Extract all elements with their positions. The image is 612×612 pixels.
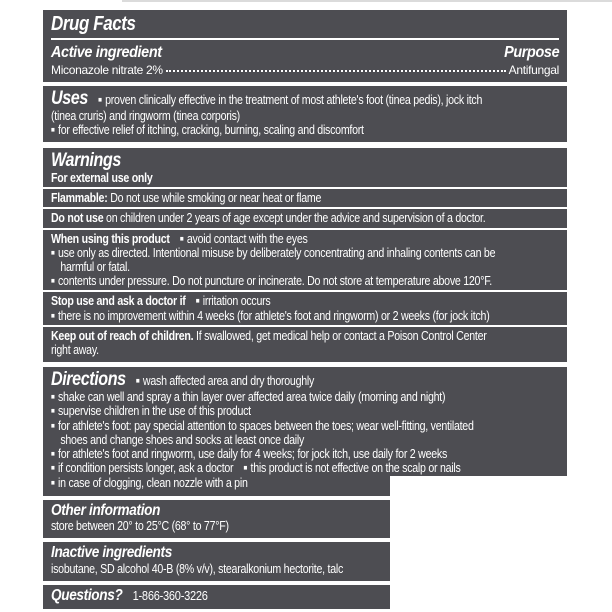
text-segment: When using this product <box>51 231 170 246</box>
section-uses <box>43 86 567 142</box>
bullet-icon: ■ <box>243 463 248 473</box>
text-line <box>51 433 483 447</box>
text-line <box>51 274 492 289</box>
divider <box>43 207 567 209</box>
dot-leader <box>166 70 506 72</box>
text-line <box>51 519 332 533</box>
section-inactive-ingredients <box>43 542 390 581</box>
directions-tail <box>43 476 390 495</box>
text-line <box>51 369 483 390</box>
text-segment: for effective relief of itching, cracking, burning, scaling and discomfort <box>57 122 364 137</box>
section-other-information <box>43 500 390 539</box>
text-segment: Do not use <box>51 211 104 226</box>
text-line <box>51 544 332 562</box>
text-line <box>51 171 483 185</box>
section-heading: Directions <box>51 369 126 391</box>
section-heading: Other information <box>51 501 161 519</box>
bullet-icon: ■ <box>195 296 200 306</box>
text-line <box>51 232 483 246</box>
text-segment: if condition persists longer, ask a doctor <box>57 461 234 476</box>
text-segment: irritation occurs <box>202 294 271 309</box>
text-segment: proven clinically effective in the treatment of most athlete's foot (tinea pedis), jock itch <box>105 92 483 107</box>
section-heading: Inactive ingredients <box>51 544 172 562</box>
text-segment: 1-866-360-3226 <box>132 587 208 603</box>
text-segment: shoes and change shoes and socks at least once daily <box>60 432 305 447</box>
text-segment: Flammable: <box>51 191 108 206</box>
text-segment: shake can well and spray a thin layer over affected area twice daily (morning and night) <box>57 390 446 405</box>
section-questions <box>43 585 390 610</box>
text-segment: supervise children in the use of this product <box>57 404 251 419</box>
title-divider <box>51 38 559 40</box>
bullet-icon: ■ <box>51 448 55 458</box>
text-line <box>51 404 483 418</box>
text-line <box>51 419 483 433</box>
active-ingredient-row <box>51 63 559 77</box>
text-segment: use only as directed. Intentional misuse by deliberately concentrating and inhaling contents can be <box>57 245 496 260</box>
section-header <box>43 10 567 82</box>
divider <box>43 187 567 189</box>
active-ingredient-heading: Active ingredient <box>51 44 162 61</box>
active-ingredient-heading-row <box>51 44 559 62</box>
text-line <box>51 88 483 109</box>
bullet-icon: ■ <box>51 310 55 320</box>
text-segment: for athlete's foot and ringworm, use daily for 4 weeks; for jock itch, use daily for 2 weeks <box>57 446 448 461</box>
bullet-icon: ■ <box>51 406 55 416</box>
photo-edge-line <box>122 0 612 2</box>
bullet-icon: ■ <box>179 233 184 243</box>
text-line <box>51 561 344 576</box>
text-segment: wash affected area and dry thoroughly <box>142 374 315 389</box>
section-warnings <box>43 148 567 362</box>
text-segment: in case of clogging, clean nozzle with a pin <box>57 476 248 491</box>
directions-main <box>43 367 567 476</box>
purpose-heading: Purpose <box>503 44 559 61</box>
bullet-icon: ■ <box>51 392 55 402</box>
text-segment: for athlete's foot: pay special attention to spaces between the toes; wear well-fitting, ventilated <box>57 418 474 433</box>
bullet-icon: ■ <box>135 376 140 386</box>
divider <box>43 290 567 292</box>
text-segment: (tinea cruris) and ringworm (tinea corporis) <box>51 108 240 123</box>
text-segment: avoid contact with the eyes <box>186 231 308 246</box>
text-line <box>51 476 332 490</box>
text-line <box>51 150 483 171</box>
text-segment: right away. <box>51 342 99 357</box>
text-line <box>51 308 490 323</box>
bullet-icon: ■ <box>51 247 55 257</box>
text-segment: harmful or fatal. <box>60 259 130 274</box>
text-segment: there is no improvement within 4 weeks (for athlete's foot and ringworm) or 2 weeks (for jock itch) <box>57 308 490 323</box>
text-line <box>51 390 483 404</box>
page-title: Drug Facts <box>51 13 136 35</box>
text-line <box>51 245 496 260</box>
text-segment: Do not use while smoking or near heat or flame <box>107 191 322 206</box>
bullet-icon: ■ <box>51 463 55 473</box>
bullet-icon: ■ <box>51 276 55 286</box>
text-line <box>51 294 483 308</box>
text-line <box>51 328 487 343</box>
section-heading: Questions? <box>51 586 123 604</box>
divider <box>43 325 567 327</box>
text-segment: on children under 2 years of age except under the advice and supervision of a doctor. <box>103 211 486 226</box>
text-line <box>51 502 332 520</box>
text-line <box>51 191 483 205</box>
text-line <box>51 109 483 123</box>
text-line <box>51 260 483 274</box>
bullet-icon: ■ <box>51 420 55 430</box>
bullet-icon: ■ <box>98 94 102 104</box>
text-line <box>51 123 483 137</box>
text-line <box>51 587 332 605</box>
text-segment: If swallowed, get medical help or contact a Poison Control Center <box>193 328 487 343</box>
text-segment: For external use only <box>51 170 153 185</box>
purpose-value: Antifungal <box>508 62 559 77</box>
text-line <box>51 211 486 226</box>
label-panel <box>43 10 567 612</box>
text-segment: isobutane, SD alcohol 40-B (8% v/v), stearalkonium hectorite, talc <box>51 561 344 576</box>
text-segment: contents under pressure. Do not puncture or incinerate. Do not store at temperature above 120°F. <box>57 274 492 289</box>
bullet-icon: ■ <box>51 124 55 134</box>
text-segment: Keep out of reach of children. <box>51 328 194 343</box>
text-line <box>51 343 483 357</box>
text-segment: Stop use and ask a doctor if <box>51 294 186 309</box>
page-title-line <box>51 12 483 36</box>
text-line <box>51 447 483 461</box>
bullet-icon: ■ <box>51 478 55 488</box>
section-heading: Warnings <box>51 149 121 171</box>
text-segment: this product is not effective on the scalp or nails <box>250 461 461 476</box>
text-line <box>51 461 483 475</box>
text-segment: store between 20° to 25°C (68° to 77°F) <box>51 519 229 534</box>
ingredient-name: Miconazole nitrate 2% <box>51 62 163 77</box>
divider <box>43 228 567 230</box>
section-heading: Uses <box>51 87 88 109</box>
section-directions <box>43 367 567 495</box>
